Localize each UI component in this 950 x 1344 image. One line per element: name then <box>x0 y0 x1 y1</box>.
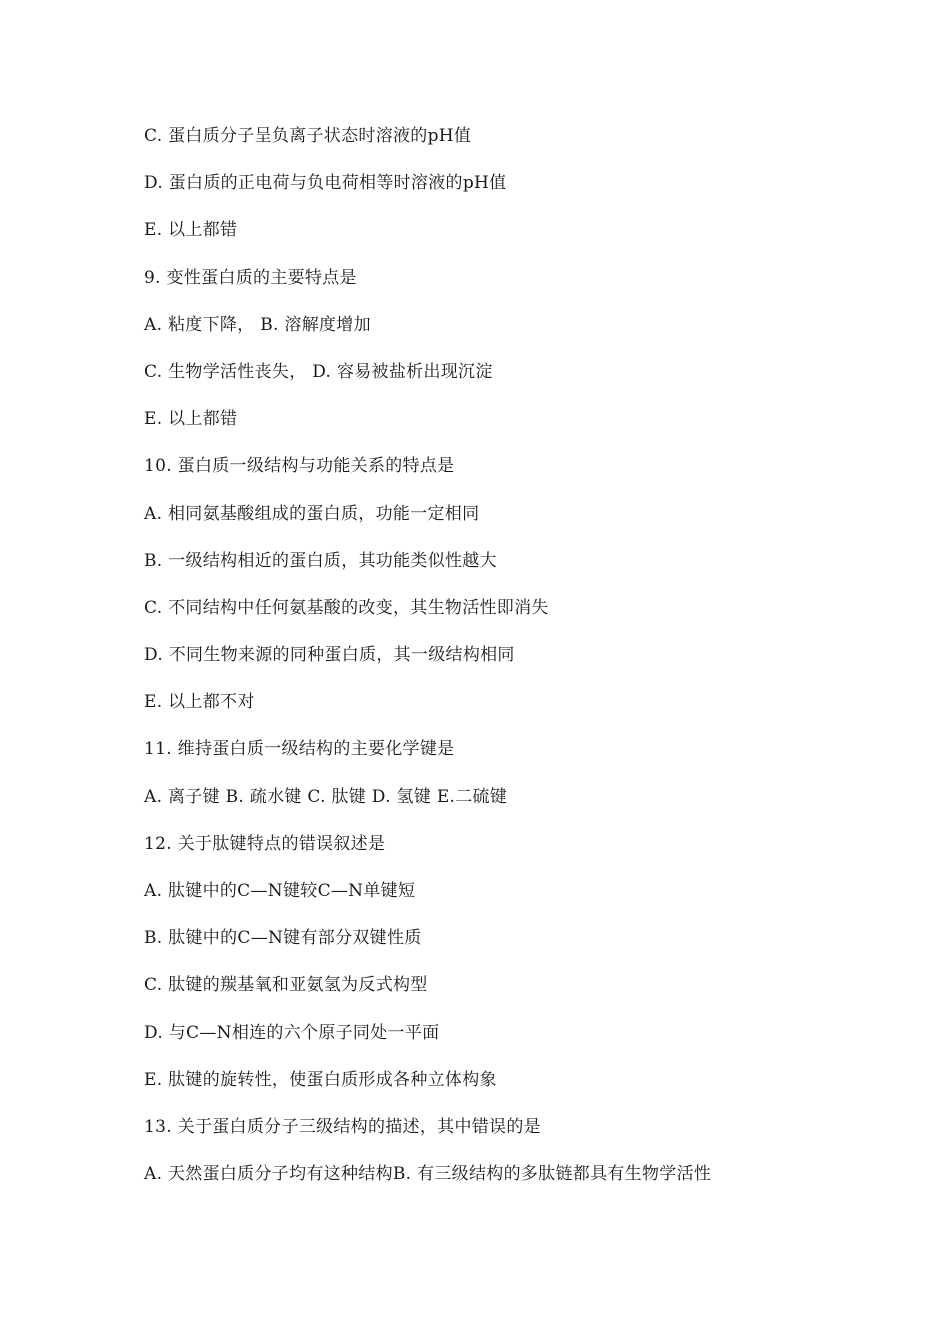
q9-options-cd: C. 生物学活性丧失， D. 容易被盐析出现沉淀 <box>144 361 493 382</box>
q10-option-c: C. 不同结构中任何氨基酸的改变，其生物活性即消失 <box>144 597 549 618</box>
q13-options-ab: A. 天然蛋白质分子均有这种结构B. 有三级结构的多肽链都具有生物学活性 <box>144 1164 712 1185</box>
option-e-line: E. 以上都错 <box>144 220 238 241</box>
q12-option-b: B. 肽键中的C—N键有部分双键性质 <box>144 928 422 949</box>
question-11: 11. 维持蛋白质一级结构的主要化学键是 <box>144 739 455 760</box>
q11-options: A. 离子键 B. 疏水键 C. 肽键 D. 氢键 E.二硫键 <box>144 786 508 807</box>
q12-option-a: A. 肽键中的C—N键较C—N单键短 <box>144 881 416 901</box>
option-d-line: D. 蛋白质的正电荷与负电荷相等时溶液的pH值 <box>144 173 507 194</box>
q9-options-ab: A. 粘度下降， B. 溶解度增加 <box>144 314 371 335</box>
q12-option-d: D. 与C—N相连的六个原子同处一平面 <box>144 1022 440 1043</box>
q12-option-c: C. 肽键的羰基氧和亚氨氢为反式构型 <box>144 975 428 996</box>
q12-option-e: E. 肽键的旋转性，使蛋白质形成各种立体构象 <box>144 1069 497 1090</box>
q10-option-a: A. 相同氨基酸组成的蛋白质，功能一定相同 <box>144 503 480 524</box>
q9-option-e: E. 以上都错 <box>144 409 238 430</box>
question-text <box>144 120 904 1205</box>
option-c-line: C. 蛋白质分子呈负离子状态时溶液的pH值 <box>144 126 472 146</box>
q10-option-b: B. 一级结构相近的蛋白质，其功能类似性越大 <box>144 550 497 571</box>
question-12: 12. 关于肽键特点的错误叙述是 <box>144 833 386 854</box>
question-13: 13. 关于蛋白质分子三级结构的描述，其中错误的是 <box>144 1116 541 1137</box>
q10-option-d: D. 不同生物来源的同种蛋白质，其一级结构相同 <box>144 645 515 666</box>
question-10: 10. 蛋白质一级结构与功能关系的特点是 <box>144 456 455 477</box>
q10-option-e: E. 以上都不对 <box>144 692 255 713</box>
question-9: 9. 变性蛋白质的主要特点是 <box>144 267 357 288</box>
